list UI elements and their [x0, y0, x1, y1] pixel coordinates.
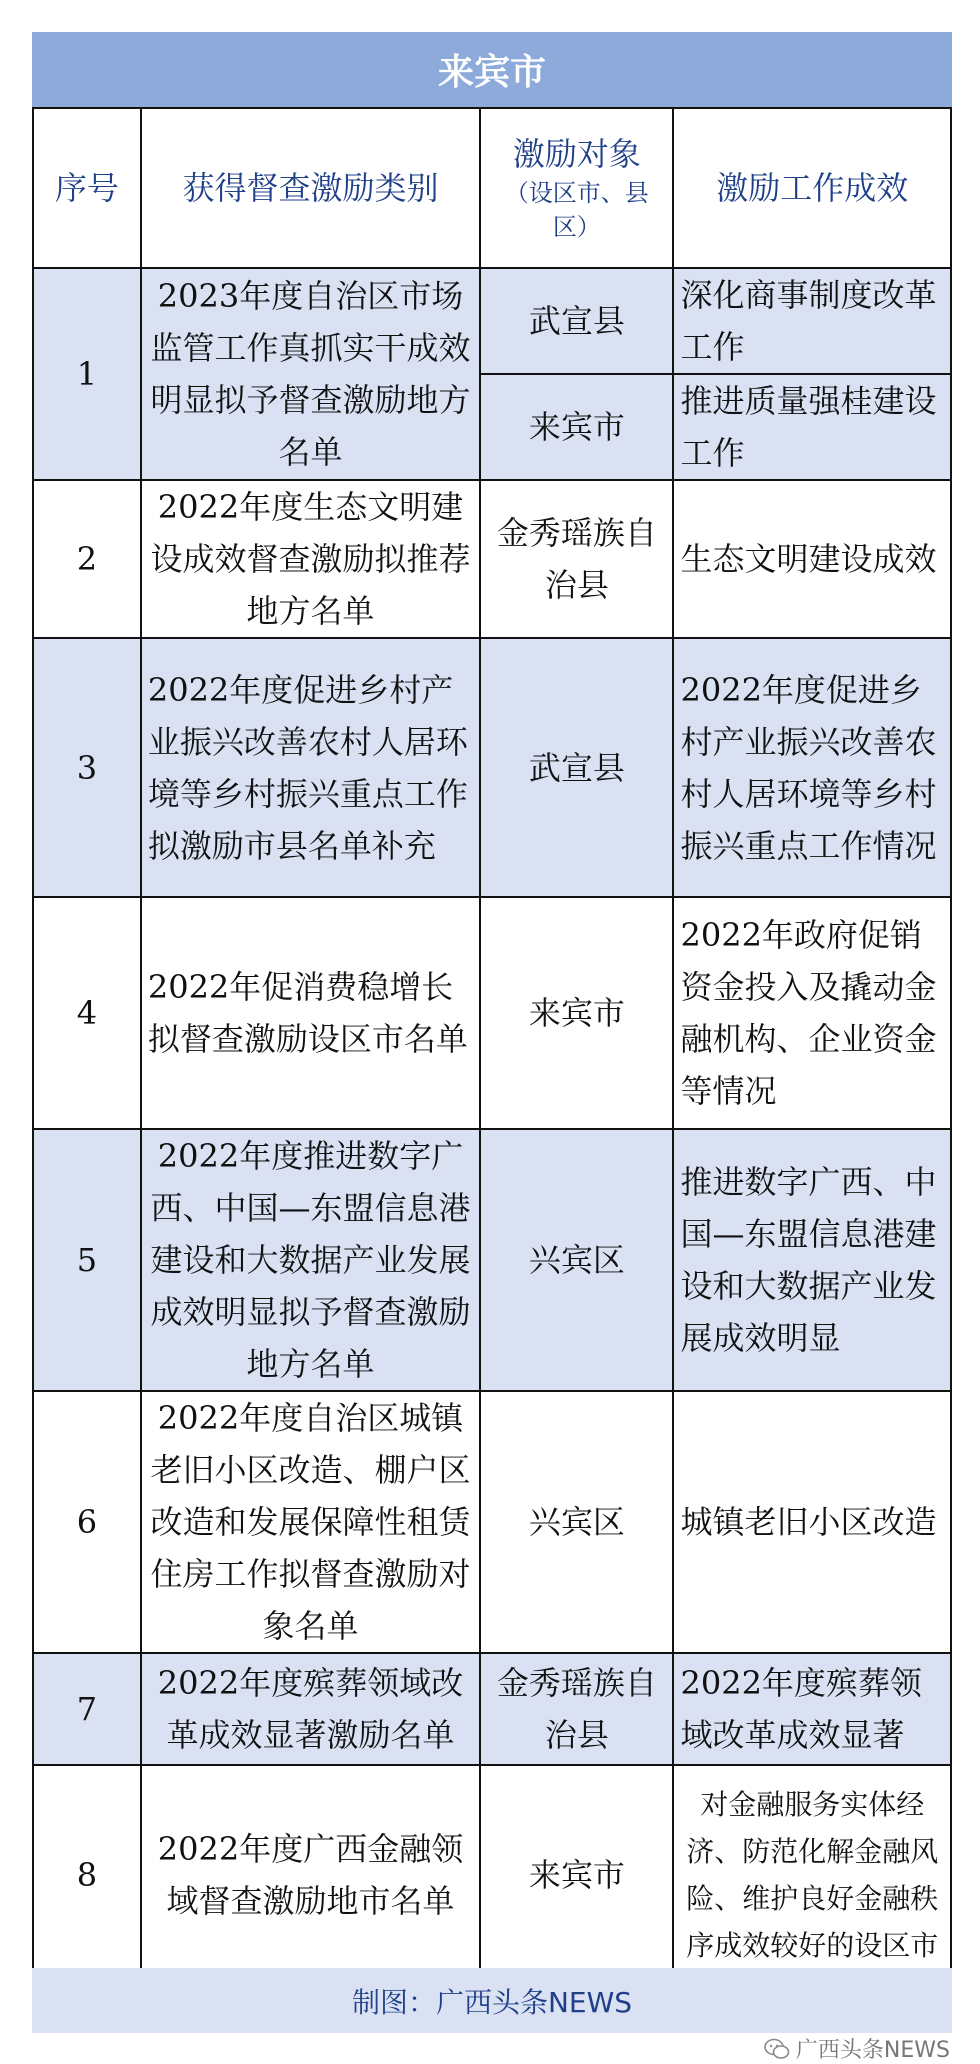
wechat-icon	[764, 2038, 790, 2060]
row-effect: 2022年度促进乡村产业振兴改善农村人居环境等乡村振兴重点工作情况	[673, 638, 951, 897]
header-target-sub: （设区市、县区）	[504, 179, 649, 241]
row-no: 1	[33, 268, 141, 480]
row-no: 6	[33, 1391, 141, 1653]
row-target: 金秀瑶族自治县	[480, 480, 673, 638]
row-no: 3	[33, 638, 141, 897]
row-target: 来宾市	[480, 897, 673, 1129]
row-no: 7	[33, 1653, 141, 1765]
watermark-text: 广西头条NEWS	[795, 2038, 950, 2063]
table-title: 来宾市	[32, 32, 952, 107]
row-no: 4	[33, 897, 141, 1129]
row-target: 武宣县	[480, 268, 673, 374]
table-row	[33, 1653, 951, 1765]
header-no: 序号	[33, 108, 141, 268]
row-target: 兴宾区	[480, 1129, 673, 1391]
row-effect: 推进数字广西、中国—东盟信息港建设和大数据产业发展成效明显	[673, 1129, 951, 1391]
table-row	[33, 268, 951, 374]
row-category: 2022年度广西金融领域督查激励地市名单	[141, 1765, 480, 1985]
row-no: 5	[33, 1129, 141, 1391]
row-effect: 对金融服务实体经济、防范化解金融风险、维护良好金融秩序成效较好的设区市	[673, 1765, 951, 1985]
row-category: 2022年度殡葬领域改革成效显著激励名单	[141, 1653, 480, 1765]
header-effect: 激励工作成效	[673, 108, 951, 268]
incentive-table	[32, 107, 952, 1986]
row-no: 2	[33, 480, 141, 638]
table-row	[33, 1765, 951, 1985]
watermark	[764, 2034, 950, 2063]
row-category: 2023年度自治区市场监管工作真抓实干成效明显拟予督查激励地方名单	[141, 268, 480, 480]
row-target: 来宾市	[480, 374, 673, 480]
row-category: 2022年度促进乡村产业振兴改善农村人居环境等乡村振兴重点工作拟激励市县名单补充	[141, 638, 480, 897]
table-row	[33, 897, 951, 1129]
row-effect: 推进质量强桂建设工作	[673, 374, 951, 480]
table-row	[33, 480, 951, 638]
row-effect: 2022年政府促销资金投入及撬动金融机构、企业资金等情况	[673, 897, 951, 1129]
table-row	[33, 1391, 951, 1653]
row-effect: 生态文明建设成效	[673, 480, 951, 638]
header-target-label: 激励对象	[512, 135, 641, 173]
row-no: 8	[33, 1765, 141, 1985]
row-effect: 2022年度殡葬领域改革成效显著	[673, 1653, 951, 1765]
row-target: 兴宾区	[480, 1391, 673, 1653]
table-row	[33, 638, 951, 897]
row-target: 金秀瑶族自治县	[480, 1653, 673, 1765]
header-row	[33, 108, 951, 268]
row-category: 2022年度自治区城镇老旧小区改造、棚户区改造和发展保障性租赁住房工作拟督查激励对象名单	[141, 1391, 480, 1653]
row-category: 2022年度生态文明建设成效督查激励拟推荐地方名单	[141, 480, 480, 638]
row-target: 武宣县	[480, 638, 673, 897]
row-category: 2022年促消费稳增长拟督查激励设区市名单	[141, 897, 480, 1129]
row-effect: 深化商事制度改革工作	[673, 268, 951, 374]
header-category: 获得督查激励类别	[141, 108, 480, 268]
row-target: 来宾市	[480, 1765, 673, 1985]
header-target	[480, 108, 673, 268]
table-row	[33, 1129, 951, 1391]
row-effect: 城镇老旧小区改造	[673, 1391, 951, 1653]
row-category: 2022年度推进数字广西、中国—东盟信息港建设和大数据产业发展成效明显拟予督查激励地方名单	[141, 1129, 480, 1391]
footer-credit: 制图：广西头条NEWS	[32, 1968, 952, 2033]
